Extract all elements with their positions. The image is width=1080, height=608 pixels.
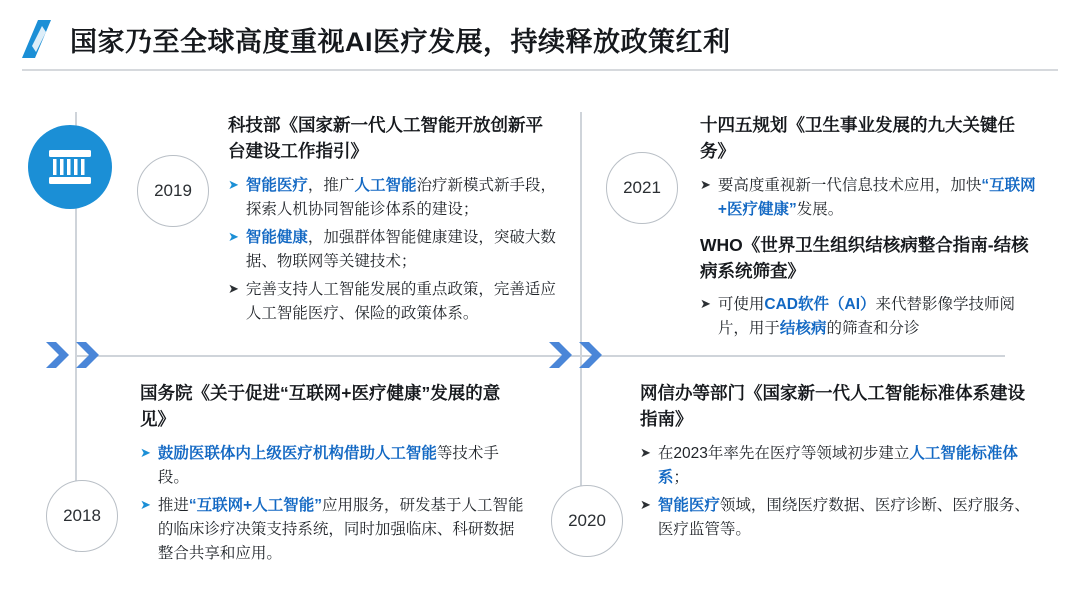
timeline-horizontal-line [75,355,1005,357]
chevron-arrows-right [548,341,604,369]
block-bullets [640,442,1040,542]
block-bullets [140,442,525,566]
arrow-bullet-icon: ➤ [228,176,239,192]
building-icon [28,125,112,209]
bullet-item [228,226,558,274]
block-title: 科技部《国家新一代人工智能开放创新平台建设工作指引》 [228,115,543,162]
policy-block-2018 [140,380,525,570]
bullet-text: 要高度重视新一代信息技术应用，加快“互联网+医疗健康”发展。 [717,176,1036,218]
year-bubble-2018[interactable] [46,480,118,552]
check-arrow-icon: ➤ [700,176,711,192]
slash-mark-icon [22,18,52,60]
policy-block-2019 [228,112,558,330]
year-label: 2019 [154,181,192,200]
arrow-bullet-icon: ➤ [140,444,151,460]
bullet-item [700,293,1040,341]
bullet-text: 完善支持人工智能发展的重点政策，完善适应人工智能医疗、保险的政策体系。 [245,280,556,322]
bullet-item [228,174,558,222]
year-label: 2020 [568,511,606,530]
bullet-text: 可使用CAD软件（AI）来代替影像学技师阅片，用于结核病的筛查和分诊 [717,296,1016,338]
arrow-bullet-icon: ➤ [140,496,151,512]
arrow-bullet-icon: ➤ [228,228,239,244]
bullet-text: 鼓励医联体内上级医疗机构借助人工智能等技术手段。 [157,444,499,486]
block-bullets [700,174,1040,222]
bullet-item [700,174,1040,222]
block-bullets [228,174,558,326]
check-arrow-icon: ➤ [228,280,239,296]
block-title: 国务院《关于促进“互联网+医疗健康”发展的意见》 [140,383,501,430]
block-subtitle: WHO《世界卫生组织结核病整合指南-结核病系统筛查》 [700,234,1029,281]
bullet-text: 智能医疗领域，围绕医疗数据、医疗诊断、医疗服务、医疗监管等。 [657,496,1030,538]
header-divider [22,69,1058,71]
check-arrow-icon: ➤ [700,296,711,312]
year-bubble-2020[interactable] [551,485,623,557]
bullet-item [640,442,1040,490]
bullet-item [640,494,1040,542]
year-bubble-2021[interactable] [606,152,678,224]
block-sub-bullets [700,293,1040,341]
bullet-item [140,442,525,490]
page-header [0,0,1080,72]
bullet-text: 智能医疗，推广人工智能治疗新模式新手段，探索人机协同智能诊体系的建设； [245,176,556,218]
page-title: 国家乃至全球高度重视AI医疗发展，持续释放政策红利 [70,27,731,57]
year-bubble-2019[interactable] [137,155,209,227]
year-label: 2021 [623,178,661,197]
year-label: 2018 [63,506,101,525]
policy-block-2021 [700,112,1040,345]
block-title: 网信办等部门《国家新一代人工智能标准体系建设指南》 [640,383,1025,430]
check-arrow-icon: ➤ [640,496,651,512]
bullet-text: 推进“互联网+人工智能”应用服务，研发基于人工智能的临床诊疗决策支持系统，同时加强临床、科研数据整合共享和应用。 [157,496,524,562]
bullet-item [140,494,525,566]
policy-block-2020 [640,380,1040,546]
check-arrow-icon: ➤ [640,444,651,460]
block-title: 十四五规划《卫生事业发展的九大关键任务》 [700,115,1015,162]
bullet-text: 在2023年率先在医疗等领域初步建立人工智能标准体系； [657,444,1018,486]
bullet-item [228,278,558,326]
bullet-text: 智能健康，加强群体智能健康建设，突破大数据、物联网等关键技术； [245,228,556,270]
chevron-arrows-left [45,341,101,369]
